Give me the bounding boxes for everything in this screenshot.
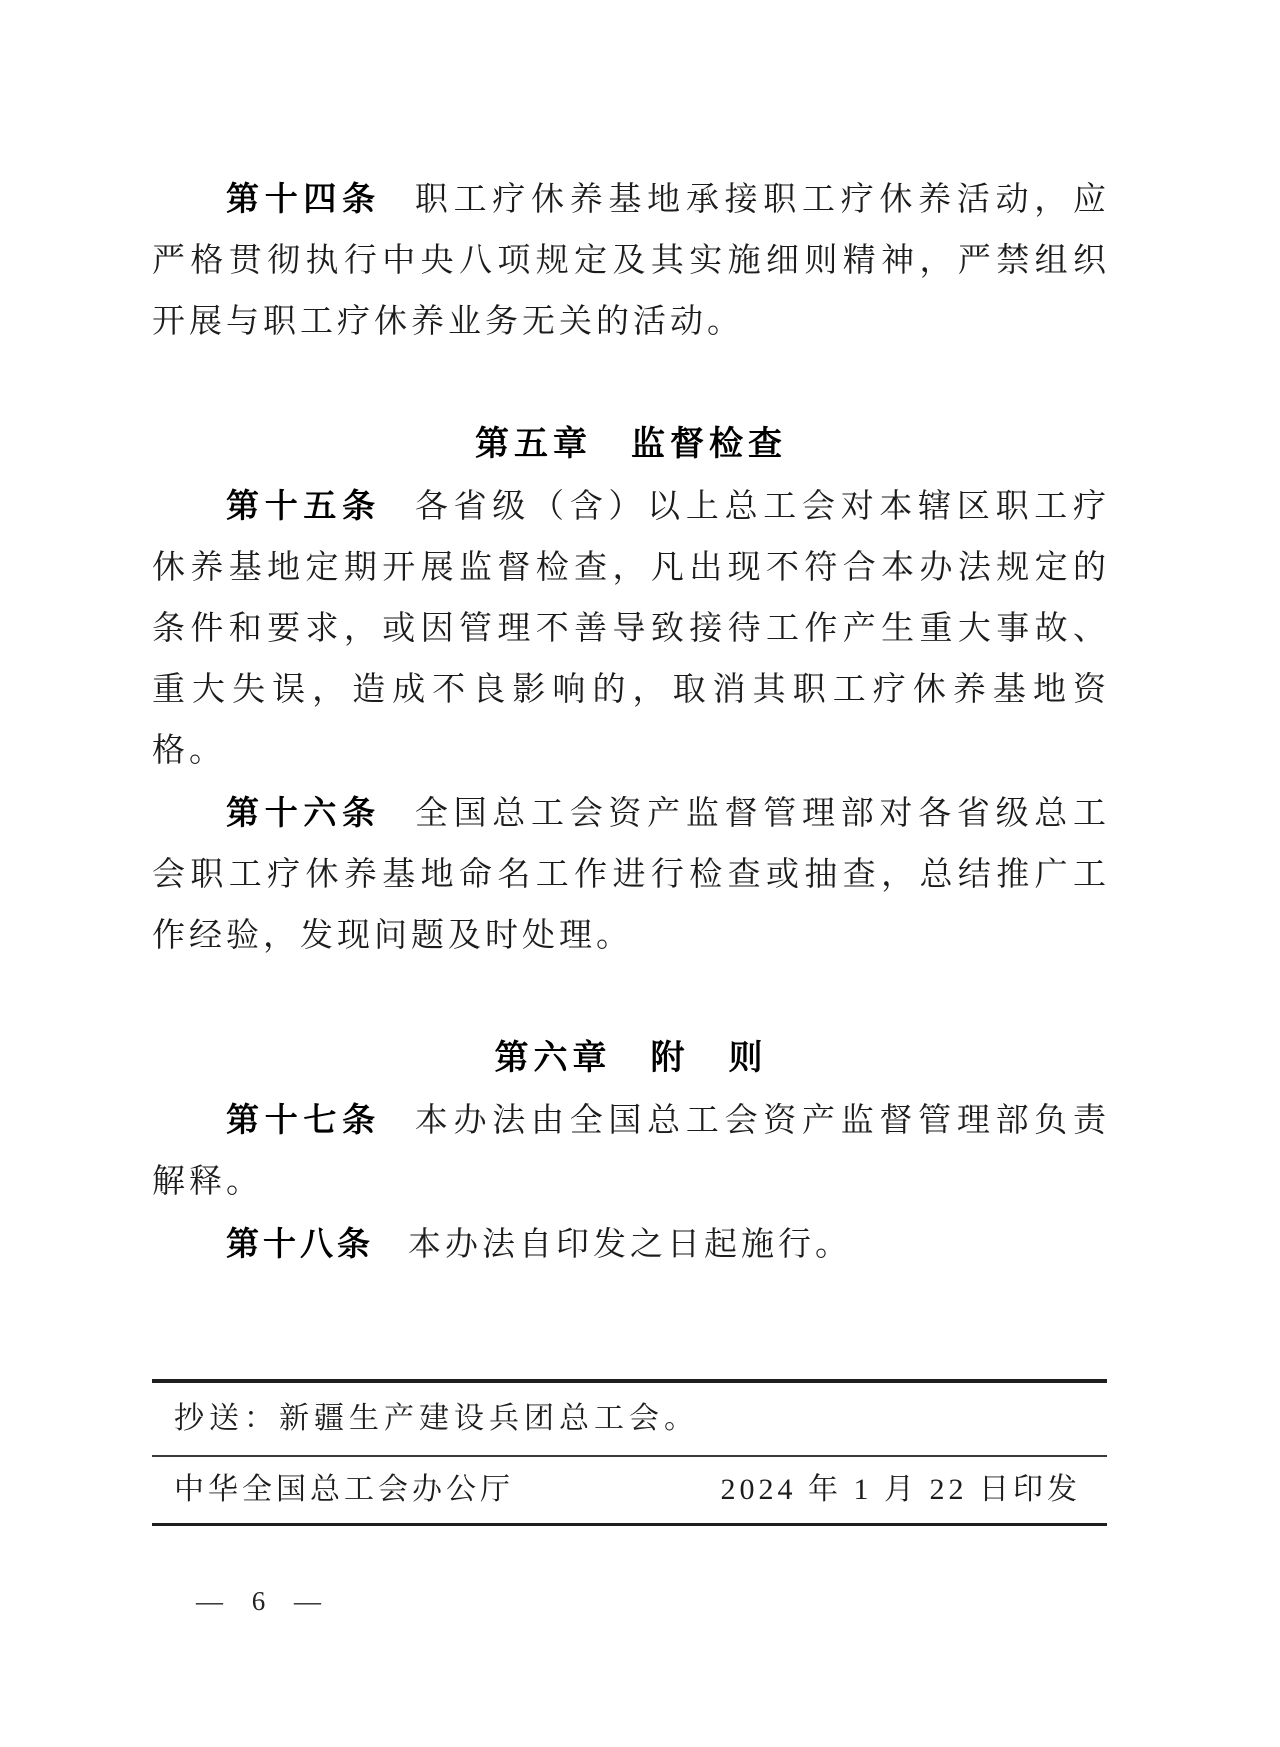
issuing-office: 中华全国总工会办公厅 — [174, 1473, 514, 1506]
article-16-number: 第十六条 — [226, 794, 381, 831]
article-16-text: 全国总工会资产监督管理部对各省级总工会职工疗休养基地命名工作进行检查或抽查，总结推广工作经验，发现问题及时处理。 — [152, 796, 1111, 954]
print-date: 2024 年 1 月 22 日印发 — [720, 1473, 1081, 1506]
article-paragraph-14 — [152, 168, 1110, 353]
article-18-text: 本办法自印发之日起施行。 — [408, 1227, 852, 1263]
article-paragraph-15 — [152, 475, 1110, 782]
article-paragraph-18 — [152, 1213, 1110, 1276]
article-17-text: 本办法由全国总工会资产监督管理部负责解释。 — [152, 1103, 1111, 1200]
article-14-text: 职工疗休养基地承接职工疗休养活动，应严格贯彻执行中央八项规定及其实施细则精神，严禁组织开展与职工疗休养业务无关的活动。 — [152, 182, 1111, 340]
article-15-number: 第十五条 — [226, 487, 381, 524]
footer-bottom-rule — [152, 1523, 1107, 1526]
article-paragraph-17 — [152, 1089, 1110, 1213]
article-15-text: 各省级（含）以上总工会对本辖区职工疗休养基地定期开展监督检查，凡出现不符合本办法规定的条件和要求，或因管理不善导致接待工作产生重大事故、重大失误，造成不良影响的，取消其职工疗休养基地资格。 — [152, 489, 1111, 769]
document-body — [152, 168, 1110, 1276]
document-footer — [152, 1379, 1107, 1526]
article-paragraph-16 — [152, 782, 1110, 967]
cc-line: 抄送：新疆生产建设兵团总工会。 — [174, 1402, 699, 1435]
page-number: — 6 — — [196, 1586, 323, 1616]
chapter-5-heading: 第五章 监督检查 — [475, 425, 787, 463]
chapter-6-heading: 第六章 附 则 — [494, 1039, 768, 1077]
article-14-number: 第十四条 — [226, 180, 381, 217]
article-18-number: 第十八条 — [226, 1225, 374, 1262]
article-17-number: 第十七条 — [226, 1101, 381, 1138]
issue-row — [152, 1457, 1107, 1523]
